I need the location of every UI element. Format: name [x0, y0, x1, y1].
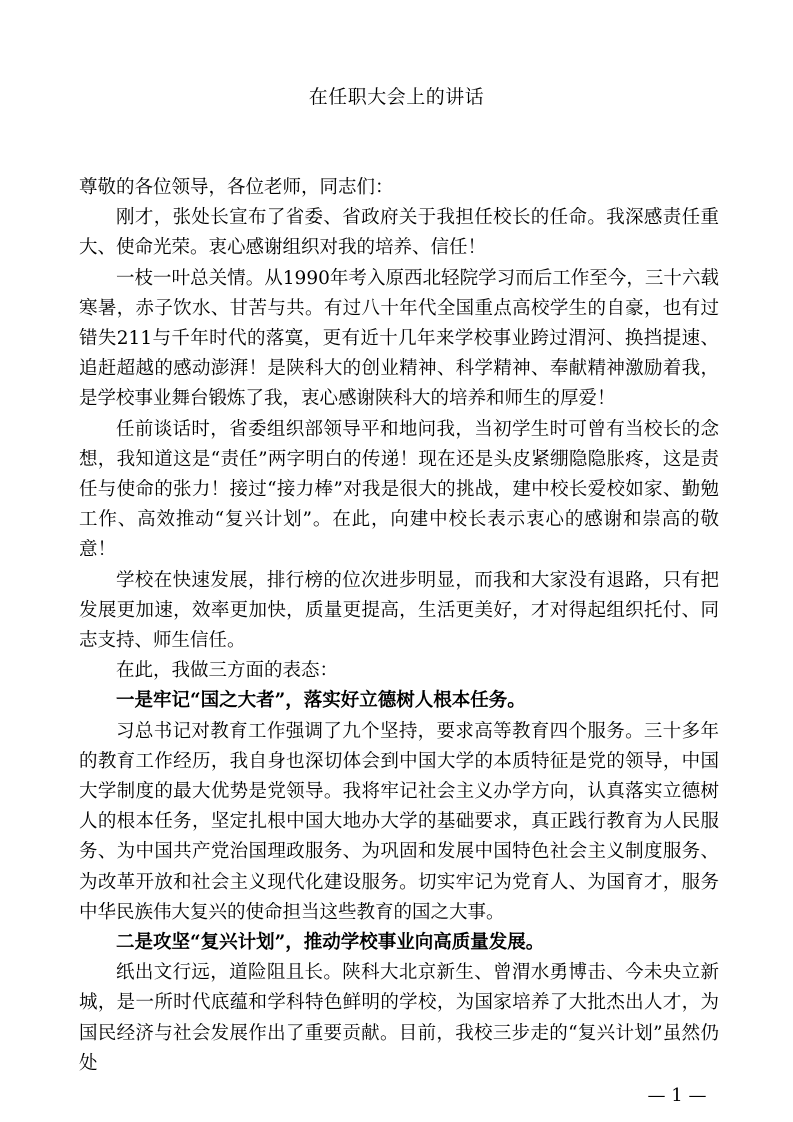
paragraph-history: 一枝一叶总关情。从1990年考入原西北轻院学习而后工作至今，三十六载寒暑，赤子饮水、甘苦与共。有过八十年代全国重点高校学生的自豪，也有过错失211与千年时代的落寞，更有近十几年来学校事业跨过渭河、换挡提速、追赶超越的感动澎湃！是陕科大的创业精神、科学精神、奉献精神激励着我，是学校事业舞台锻炼了我，衷心感谢陕科大的培养和师生的厚爱！	[79, 267, 719, 410]
paragraph-appointment: 刚才，张处长宣布了省委、省政府关于我担任校长的任命。我深感责任重大、使命光荣。衷心感谢组织对我的培养、信任！	[79, 207, 719, 259]
paragraph-development: 学校在快速发展，排行榜的位次进步明显，而我和大家没有退路，只有把发展更加速，效率更加快，质量更提高，生活更美好，才对得起组织托付、同志支持、师生信任。	[79, 569, 719, 652]
page-title: 在任职大会上的讲话	[308, 86, 485, 108]
paragraph-education: 习总书记对教育工作强调了九个坚持，要求高等教育四个服务。三十多年的教育工作经历，我自身也深切体会到中国大学的本质特征是党的领导，中国大学制度的最大优势是党领导。我将牢记社会主义办学方向，认真落实立德树人的根本任务，坚定扎根中国大地办大学的基础要求，真正践行教育为人民服务、为中国共产党治国理政服务、为巩固和发展中国特色社会主义制度服务、为改革开放和社会主义现代化建设服务。切实牢记为党育人、为国育才，服务中华民族伟大复兴的使命担当这些教育的国之大事。	[79, 720, 719, 923]
paragraph-revival: 纸出文行远，道险阻且长。陕科大北京新生、曾渭水勇博击、今未央立新城，是一所时代底蕴和学科特色鲜明的学校，为国家培养了大批杰出人才，为国民经济与社会发展作出了重要贡献。目前，我校三步走的“复兴计划”虽然仍处	[79, 962, 719, 1074]
section-heading-2: 二是攻坚“复兴计划”，推动学校事业向高质量发展。	[116, 932, 545, 954]
salutation: 尊敬的各位领导，各位老师，同志们：	[79, 177, 394, 198]
paragraph-pledge-intro: 在此，我做三方面的表态：	[116, 660, 339, 682]
page-number: — 1 —	[647, 1085, 707, 1106]
paragraph-responsibility: 任前谈话时，省委组织部领导平和地问我，当初学生时可曾有当校长的念想，我知道这是“责任”两字明白的传递！现在还是头皮紧绷隐隐胀疼，这是责任与使命的张力！接过“接力棒”对我是很大的挑战，建中校长爱校如家、勤勉工作、高效推动“复兴计划”。在此，向建中校长表示衷心的感谢和崇高的敬意！	[79, 418, 719, 561]
body-text	[79, 173, 719, 1079]
section-heading-1: 一是牢记“国之大者”，落实好立德树人根本任务。	[116, 690, 526, 712]
